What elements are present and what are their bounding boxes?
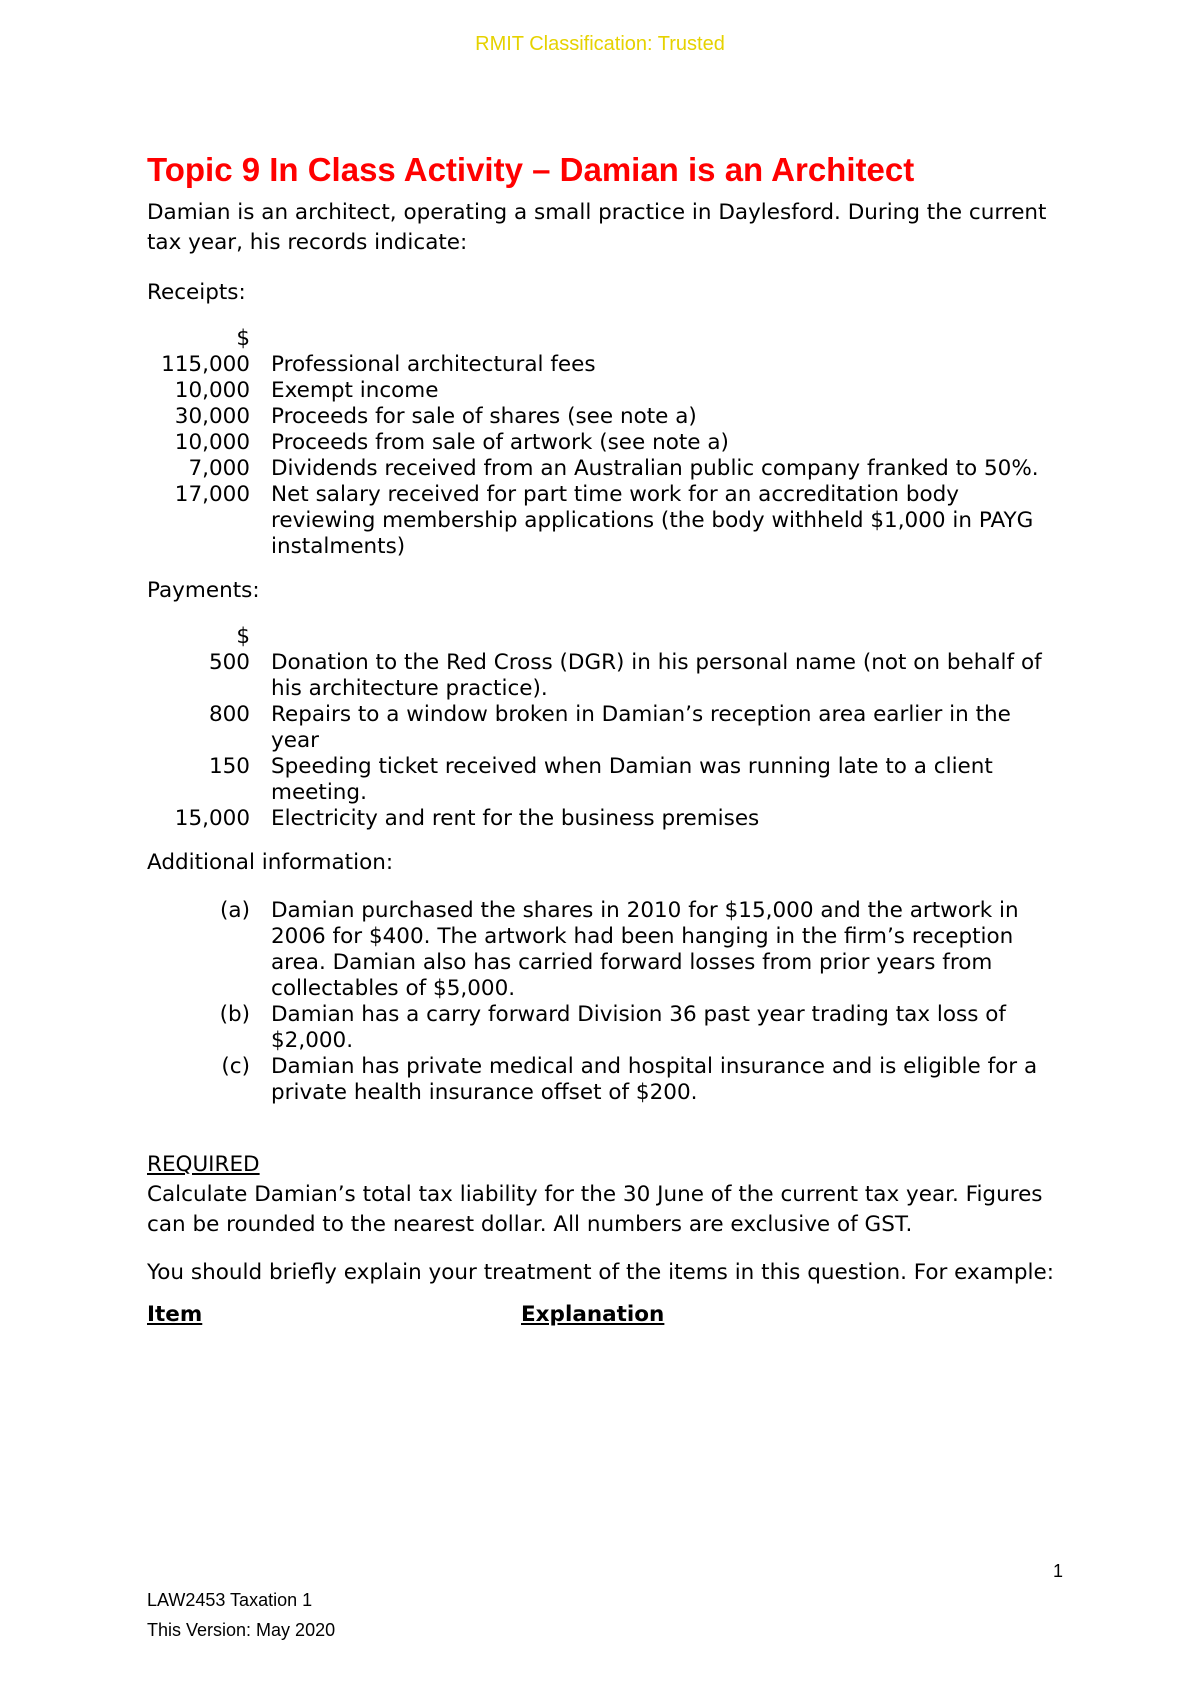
payments-table (147, 624, 1067, 832)
note-key: (a) (220, 898, 250, 923)
note-text: Damian has a carry forward Division 36 past year trading tax loss of $2,000. (271, 1002, 1006, 1053)
explanation-column-heading: Explanation (521, 1302, 665, 1327)
note-key: (c) (221, 1054, 250, 1079)
footer-version: This Version: May 2020 (147, 1620, 336, 1640)
payment-row (147, 754, 1067, 806)
payments-currency-row (147, 624, 1067, 650)
payment-description: Donation to the Red Cross (DGR) in his personal name (not on behalf of his architecture practice). (271, 650, 1042, 701)
receipt-description: Exempt income (271, 378, 439, 403)
page-title: Topic 9 In Class Activity – Damian is an Architect (147, 151, 915, 188)
note-text: Damian has private medical and hospital insurance and is eligible for a private health insurance offset of $200. (271, 1054, 1038, 1105)
receipt-amount: 10,000 (174, 430, 250, 455)
note-item (147, 1054, 1067, 1106)
item-column-heading: Item (147, 1302, 203, 1327)
receipt-row (147, 378, 1067, 404)
payment-amount: 15,000 (174, 806, 250, 831)
receipts-table (147, 326, 1067, 560)
additional-notes-list (147, 898, 1067, 1106)
example-instructions: You should briefly explain your treatment of the items in this question. For example: (147, 1260, 1054, 1285)
payment-description: Repairs to a window broken in Damian’s reception area earlier in the year (271, 702, 1011, 753)
receipt-row (147, 352, 1067, 378)
receipt-row (147, 482, 1067, 560)
payment-amount: 800 (208, 702, 250, 727)
receipt-amount: 17,000 (174, 482, 250, 507)
receipt-description: Net salary received for part time work for an accreditation body reviewing membership applications (the body withheld $1,000 in PAYG instalments) (271, 482, 1034, 559)
receipts-currency: $ (236, 326, 250, 351)
required-section (147, 1150, 1067, 1328)
receipt-description: Professional architectural fees (271, 352, 596, 377)
receipt-description: Proceeds for sale of shares (see note a) (271, 404, 697, 429)
note-item (147, 898, 1067, 1002)
payment-row (147, 806, 1067, 832)
payments-currency: $ (236, 624, 250, 649)
item-explanation-header (147, 1302, 1067, 1328)
receipts-label: Receipts: (147, 280, 246, 305)
payments-label: Payments: (147, 578, 260, 603)
payment-description: Speeding ticket received when Damian was running late to a client meeting. (271, 754, 993, 805)
receipts-currency-row (147, 326, 1067, 352)
payment-row (147, 650, 1067, 702)
additional-info-label: Additional information: (147, 850, 394, 875)
receipt-row (147, 404, 1067, 430)
payment-description: Electricity and rent for the business premises (271, 806, 760, 831)
classification-label: RMIT Classification: Trusted (475, 33, 725, 55)
receipt-description: Proceeds from sale of artwork (see note a) (271, 430, 729, 455)
required-heading: REQUIRED (147, 1152, 260, 1177)
payment-amount: 150 (208, 754, 250, 779)
intro-paragraph: Damian is an architect, operating a small practice in Daylesford. During the current tax year, his records indicate: (147, 200, 1047, 255)
note-text: Damian purchased the shares in 2010 for $15,000 and the artwork in 2006 for $400. The artwork had been hanging in the firm’s reception area. Damian also has carried forward losses from prior years from collectables of $5,000. (271, 898, 1019, 1001)
required-instructions: Calculate Damian’s total tax liability for the 30 June of the current tax year. Figures can be rounded to the nearest dollar. All numbers are exclusive of GST. (147, 1182, 1043, 1237)
page-number: 1 (1052, 1561, 1063, 1581)
payment-row (147, 702, 1067, 754)
footer (147, 1585, 335, 1645)
footer-course: LAW2453 Taxation 1 (147, 1590, 313, 1610)
receipt-row (147, 456, 1067, 482)
payment-amount: 500 (208, 650, 250, 675)
receipt-amount: 30,000 (174, 404, 250, 429)
document-body (147, 150, 1067, 1328)
receipt-amount: 10,000 (174, 378, 250, 403)
receipt-amount: 115,000 (161, 352, 250, 377)
receipt-row (147, 430, 1067, 456)
receipt-description: Dividends received from an Australian public company franked to 50%. (271, 456, 1039, 481)
note-key: (b) (219, 1002, 250, 1027)
receipt-amount: 7,000 (188, 456, 250, 481)
note-item (147, 1002, 1067, 1054)
